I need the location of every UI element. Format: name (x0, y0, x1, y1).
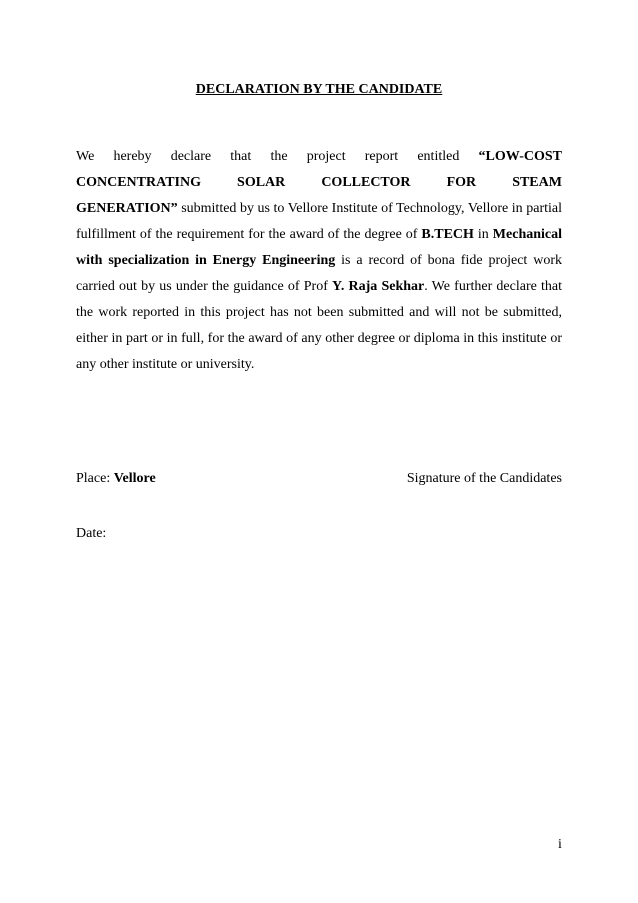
word: hereby (113, 149, 152, 164)
page-title: DECLARATION BY THE CANDIDATE (195, 82, 443, 97)
project-title-word: CONCENTRATING (76, 175, 201, 190)
place-field (76, 470, 156, 488)
word: that (230, 149, 252, 164)
place-label: Place: (76, 471, 114, 486)
paragraph-remaining (76, 196, 562, 378)
project-title-word: SOLAR (237, 175, 286, 190)
project-title-start: “LOW-COST (478, 149, 562, 164)
word: the (270, 149, 288, 164)
declaration-paragraph (76, 144, 562, 378)
project-title-word: STEAM (512, 175, 562, 190)
word: report (364, 149, 399, 164)
paragraph-line-2 (76, 170, 562, 196)
place-value: Vellore (113, 471, 156, 486)
word: declare (170, 149, 212, 164)
degree-name: B.TECH (421, 227, 474, 242)
project-title-word: FOR (446, 175, 477, 190)
word: We (76, 149, 95, 164)
word: entitled (417, 149, 460, 164)
paragraph-text: in (473, 227, 493, 242)
paragraph-text: is a record of bona fide project work carried out by us under the guidance of Prof (76, 253, 562, 294)
project-title-end: GENERATION” (76, 201, 178, 216)
guide-name: Y. Raja Sekhar (332, 279, 425, 294)
date-label: Date: (76, 526, 107, 541)
paragraph-text: . We further declare that the work reported in this project has not been submitted and will not be submitted, either in part or in full, for the award of any other degree or diploma in this institute or any other institute or university. (76, 279, 562, 372)
signature-label: Signature of the Candidates (406, 471, 562, 486)
place-signature-row (76, 470, 562, 488)
word: project (306, 149, 346, 164)
paragraph-text: submitted by us to Vellore Institute of Technology, Vellore in partial fulfillment of the requirement for the award of the degree of (76, 201, 562, 242)
specialization-name: Mechanical with specialization in Energy Engineering (76, 227, 563, 268)
paragraph-line-1 (76, 144, 562, 170)
project-title-word: COLLECTOR (321, 175, 411, 190)
page-number: i (558, 837, 562, 852)
